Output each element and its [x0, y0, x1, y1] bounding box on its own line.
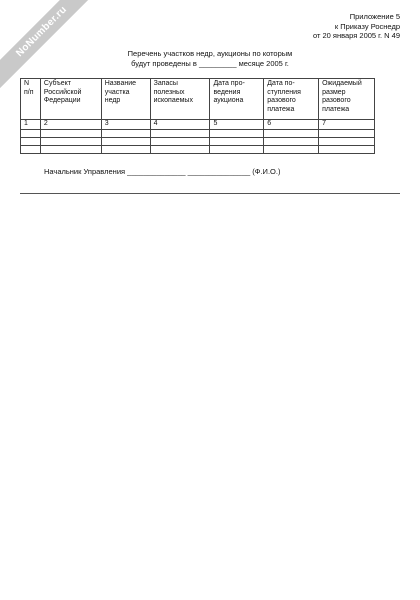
header-text-line: N [24, 80, 30, 87]
table-cell [210, 129, 264, 137]
column-number-cell: 6 [264, 120, 319, 130]
table-cell [150, 137, 210, 145]
header-text-line: Российской [43, 88, 82, 96]
table-cell [319, 145, 375, 153]
table-cell [210, 145, 264, 153]
appendix-note [313, 12, 400, 41]
table-cell [319, 129, 375, 137]
appendix-line-3: от 20 января 2005 г. N 49 [312, 31, 400, 40]
table-cell [40, 129, 101, 137]
table-cell [21, 137, 41, 145]
header-text-line: разового [322, 97, 351, 104]
title-line-1: Перечень участков недр, аукционы по которым [127, 49, 293, 58]
signature-line: Начальник Управления ______________ _______________ (Ф.И.О.) [44, 167, 281, 176]
header-text-line: Субъект [43, 80, 71, 87]
bottom-rule [20, 193, 400, 194]
header-text-line: п/п [24, 88, 34, 96]
header-text-line: участка [104, 88, 130, 96]
header-text-line: Название [104, 80, 136, 87]
header-text-line: полезных [153, 88, 185, 96]
column-number-cell: 3 [101, 120, 150, 130]
table-cell [264, 129, 319, 137]
parcels-table [20, 78, 375, 154]
table-cell [101, 137, 150, 145]
table-header-row [21, 79, 375, 120]
table-cell [319, 137, 375, 145]
header-text-line: Федерации [43, 97, 81, 104]
table-cell [21, 145, 41, 153]
table-row [21, 129, 375, 137]
column-number-row [21, 120, 375, 130]
header-text-line: ступления [267, 88, 301, 96]
header-text-line: ископаемых [153, 97, 193, 104]
column-number-cell: 1 [21, 120, 41, 130]
header-text-line: ведения [213, 88, 241, 96]
table-row [21, 145, 375, 153]
table-header-cell [101, 79, 150, 120]
table-cell [21, 129, 41, 137]
header-text-line: Дата по- [267, 80, 295, 87]
table-cell [264, 145, 319, 153]
header-text-line: аукциона [213, 97, 244, 104]
table-row [21, 137, 375, 145]
table-cell [101, 129, 150, 137]
table-cell [150, 145, 210, 153]
table-cell [101, 145, 150, 153]
column-number-cell: 2 [40, 120, 101, 130]
watermark-text: NoNumber.ru [14, 4, 70, 60]
table-cell [264, 137, 319, 145]
header-text-line: Запасы [153, 80, 178, 87]
table-cell [150, 129, 210, 137]
appendix-line-1: Приложение 5 [349, 12, 400, 21]
header-text-line: размер [322, 88, 346, 96]
table-header-cell [21, 79, 41, 120]
header-text-line: Дата про- [213, 80, 245, 87]
table-header-cell [210, 79, 264, 120]
table-cell [40, 137, 101, 145]
table-header-cell [319, 79, 375, 120]
column-number-cell: 7 [319, 120, 375, 130]
table-header-cell [150, 79, 210, 120]
header-text-line: платежа [322, 105, 350, 113]
table-header-cell [40, 79, 101, 120]
appendix-line-2: к Приказу Роснедр [334, 21, 400, 31]
title-line-2: будут проведены в _________ месяце 2005 г. [131, 58, 289, 68]
header-text-line: платежа [267, 105, 295, 113]
table-header-cell [264, 79, 319, 120]
column-number-cell: 4 [150, 120, 210, 130]
header-text-line: недр [104, 97, 121, 104]
column-number-cell: 5 [210, 120, 264, 130]
header-text-line: разового [267, 97, 296, 104]
table-cell [40, 145, 101, 153]
table-cell [210, 137, 264, 145]
document-title [0, 49, 420, 68]
header-text-line: Ожидаемый [322, 80, 362, 87]
